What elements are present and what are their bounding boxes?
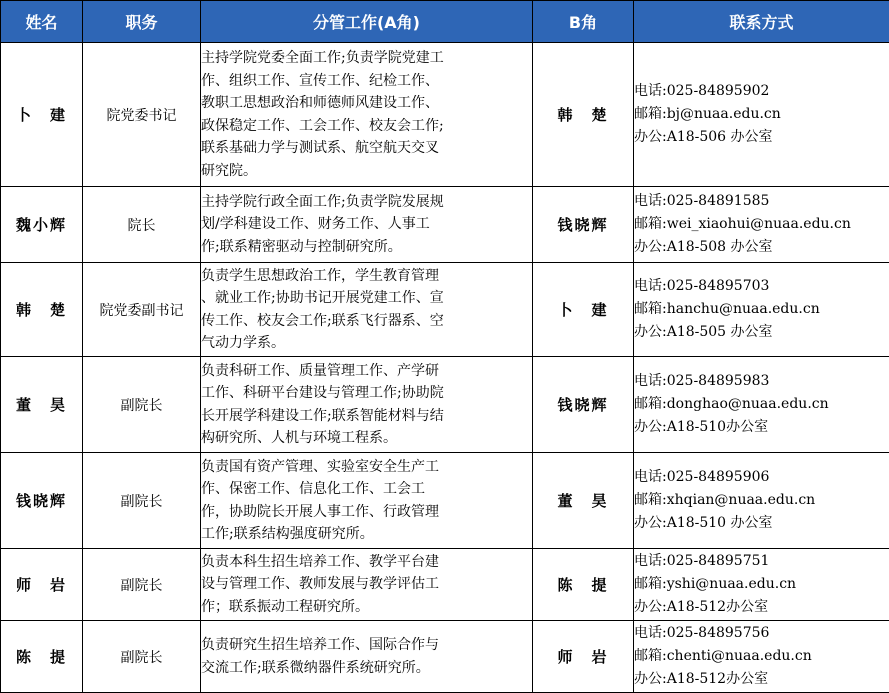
- duty-description: [201, 357, 533, 453]
- duty-description: [201, 263, 533, 357]
- duty-line: 负责国有资产管理、实验室安全生产工: [201, 456, 532, 479]
- duty-line: 工作;联系结构强度研究所。: [201, 523, 532, 546]
- backup-person: 钱晓辉: [533, 357, 634, 453]
- duty-description: [201, 187, 533, 263]
- contact-office: 办公:A18-512办公室: [634, 596, 889, 619]
- person-role: 副院长: [83, 621, 201, 693]
- contact-email: 邮箱:donghao@nuaa.edu.cn: [634, 393, 889, 416]
- person-role: 院党委书记: [83, 43, 201, 187]
- contact-info: [634, 43, 889, 187]
- contact-info: [634, 187, 889, 263]
- contact-email: 邮箱:yshi@nuaa.edu.cn: [634, 573, 889, 596]
- header-duty: 分管工作(A角): [201, 1, 533, 43]
- duty-line: 构研究所、人机与环境工程系。: [201, 427, 532, 450]
- duty-line: 负责科研工作、质量管理工作、产学研: [201, 360, 532, 383]
- duty-line: 政保稳定工作、工会工作、校友会工作;: [201, 115, 532, 138]
- duty-description: [201, 43, 533, 187]
- table-row: [1, 549, 889, 621]
- duty-line: 教职工思想政治和师德师风建设工作、: [201, 92, 532, 115]
- table-row: [1, 621, 889, 693]
- contact-info: [634, 621, 889, 693]
- contact-info: [634, 549, 889, 621]
- duty-line: 划/学科建设工作、财务工作、人事工: [201, 213, 532, 236]
- person-name: 陈 提: [1, 621, 83, 693]
- header-contact: 联系方式: [634, 1, 889, 43]
- backup-person: 董 昊: [533, 453, 634, 549]
- duty-line: 负责研究生招生培养工作、国际合作与: [201, 634, 532, 657]
- contact-phone: 电话:025-84895906: [634, 466, 889, 489]
- person-name: 师 岩: [1, 549, 83, 621]
- person-role: 副院长: [83, 357, 201, 453]
- contact-phone: 电话:025-84895756: [634, 622, 889, 645]
- person-role: 院长: [83, 187, 201, 263]
- contact-office: 办公:A18-512办公室: [634, 668, 889, 691]
- contact-info: [634, 453, 889, 549]
- duty-line: 作;联系精密驱动与控制研究所。: [201, 236, 532, 259]
- duty-line: 、就业工作;协助书记开展党建工作、宣: [201, 287, 532, 310]
- contact-phone: 电话:025-84895751: [634, 550, 889, 573]
- person-name: 卜 建: [1, 43, 83, 187]
- table-row: [1, 357, 889, 453]
- contact-office: 办公:A18-506 办公室: [634, 126, 889, 149]
- contact-office: 办公:A18-510 办公室: [634, 512, 889, 535]
- duty-line: 研究院。: [201, 160, 532, 183]
- contact-email: 邮箱:chenti@nuaa.edu.cn: [634, 645, 889, 668]
- backup-person: 陈 提: [533, 549, 634, 621]
- backup-person: 韩 楚: [533, 43, 634, 187]
- table-row: [1, 187, 889, 263]
- duty-description: [201, 621, 533, 693]
- person-role: 副院长: [83, 549, 201, 621]
- person-role: 院党委副书记: [83, 263, 201, 357]
- contact-office: 办公:A18-508 办公室: [634, 236, 889, 259]
- contact-phone: 电话:025-84895983: [634, 370, 889, 393]
- header-role: 职务: [83, 1, 201, 43]
- contact-phone: 电话:025-84895703: [634, 275, 889, 298]
- duty-line: 工作、科研平台建设与管理工作;协助院: [201, 382, 532, 405]
- duty-line: 作；联系振动工程研究所。: [201, 596, 532, 619]
- person-name: 董 昊: [1, 357, 83, 453]
- duty-line: 交流工作;联系微纳器件系统研究所。: [201, 657, 532, 680]
- duty-description: [201, 453, 533, 549]
- table-row: [1, 453, 889, 549]
- duty-line: 传工作、校友会工作;联系飞行器系、空: [201, 310, 532, 333]
- table-row: [1, 263, 889, 357]
- backup-person: 卜 建: [533, 263, 634, 357]
- person-name: 钱晓辉: [1, 453, 83, 549]
- person-role: 副院长: [83, 453, 201, 549]
- duty-line: 作、组织工作、宣传工作、纪检工作、: [201, 70, 532, 93]
- backup-person: 钱晓辉: [533, 187, 634, 263]
- contact-email: 邮箱:wei_xiaohui@nuaa.edu.cn: [634, 213, 889, 236]
- header-backup: B角: [533, 1, 634, 43]
- table-row: [1, 43, 889, 187]
- header-row: [1, 1, 889, 43]
- duty-line: 作，协助院长开展人事工作、行政管理: [201, 501, 532, 524]
- contact-office: 办公:A18-505 办公室: [634, 321, 889, 344]
- contact-email: 邮箱:hanchu@nuaa.edu.cn: [634, 298, 889, 321]
- duty-line: 负责学生思想政治工作，学生教育管理: [201, 265, 532, 288]
- duty-line: 负责本科生招生培养工作、教学平台建: [201, 551, 532, 574]
- duty-line: 作、保密工作、信息化工作、工会工: [201, 478, 532, 501]
- duty-line: 联系基础力学与测试系、航空航天交叉: [201, 137, 532, 160]
- contact-email: 邮箱:bj@nuaa.edu.cn: [634, 103, 889, 126]
- contact-info: [634, 263, 889, 357]
- contact-phone: 电话:025-84895902: [634, 80, 889, 103]
- duty-line: 长开展学科建设工作;联系智能材料与结: [201, 405, 532, 428]
- duty-description: [201, 549, 533, 621]
- header-name: 姓名: [1, 1, 83, 43]
- duty-line: 主持学院行政全面工作;负责学院发展规: [201, 191, 532, 214]
- duty-line: 气动力学系。: [201, 332, 532, 355]
- contact-email: 邮箱:xhqian@nuaa.edu.cn: [634, 489, 889, 512]
- backup-person: 师 岩: [533, 621, 634, 693]
- contact-phone: 电话:025-84891585: [634, 190, 889, 213]
- contact-info: [634, 357, 889, 453]
- table-body: [1, 43, 889, 693]
- contact-office: 办公:A18-510办公室: [634, 416, 889, 439]
- person-name: 韩 楚: [1, 263, 83, 357]
- duty-line: 设与管理工作、教师发展与教学评估工: [201, 573, 532, 596]
- person-name: 魏小辉: [1, 187, 83, 263]
- duty-line: 主持学院党委全面工作;负责学院党建工: [201, 47, 532, 70]
